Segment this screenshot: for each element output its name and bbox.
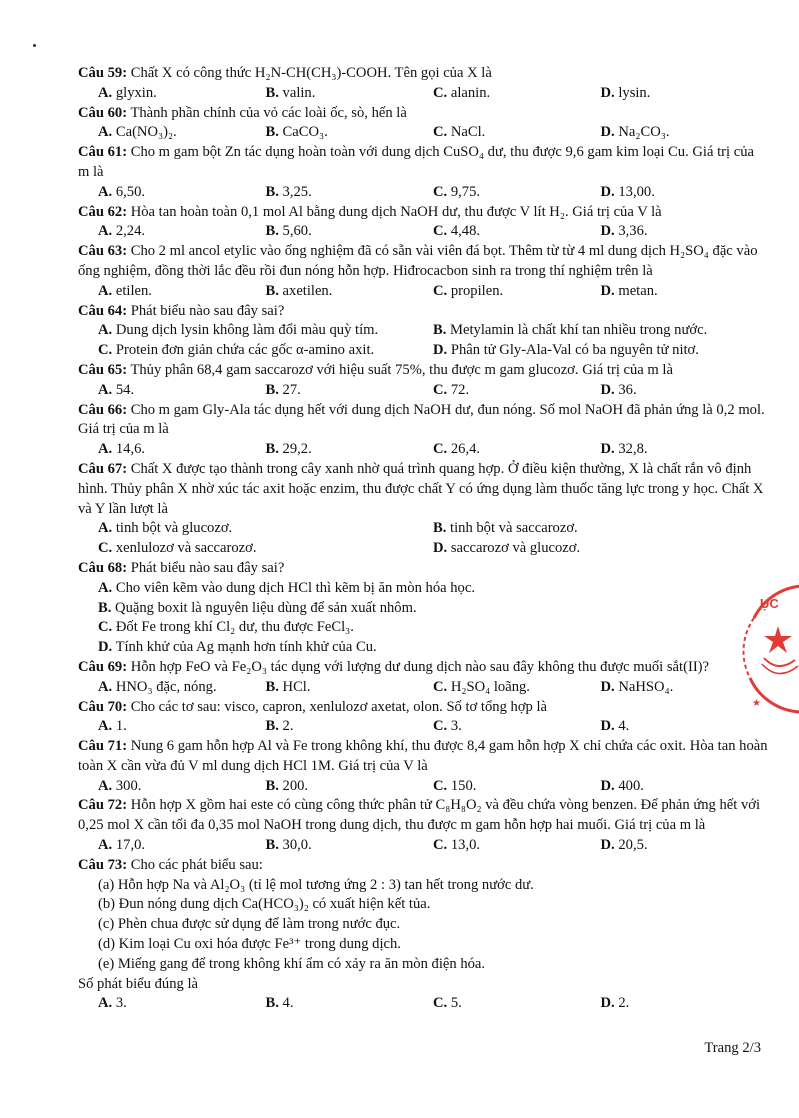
- answer-option: [266, 994, 434, 1014]
- option-letter: A.: [98, 837, 113, 854]
- answer-option: [98, 123, 266, 143]
- option-text: 1.: [112, 718, 127, 735]
- question-stem: [78, 856, 768, 876]
- answer-option: [601, 717, 769, 737]
- answer-option: [98, 222, 266, 242]
- option-text: tinh bột và glucozơ.: [112, 520, 233, 537]
- answer-option: [601, 123, 769, 143]
- question-text: Hòa tan hoàn toàn 0,1 mol Al bằng dung dịch NaOH dư, thu được V lít H₂. Giá trị của V là: [127, 203, 662, 220]
- options-row: [78, 994, 768, 1014]
- question-stem: [78, 302, 768, 322]
- question-number: Câu 59:: [78, 65, 128, 81]
- statement-item: (b) Đun nóng dung dịch Ca(HCO₃)₂ có xuất hiện kết tủa.: [98, 896, 431, 913]
- answer-option: [601, 84, 769, 104]
- options-row: [78, 381, 768, 401]
- question-text: Cho các phát biểu sau:: [127, 856, 263, 873]
- option-letter: D.: [600, 777, 615, 794]
- option-text: 4.: [614, 718, 630, 735]
- option-text: 3,25.: [278, 183, 312, 200]
- option-letter: C.: [433, 995, 448, 1012]
- option-text: 36.: [614, 381, 637, 398]
- question-block: [78, 302, 768, 361]
- options-row: [78, 717, 768, 737]
- answer-option: [433, 282, 601, 302]
- question-number: Câu 71:: [78, 738, 128, 755]
- option-text: 300.: [112, 777, 142, 794]
- options-row: [78, 84, 768, 104]
- question-text: Chất X được tạo thành trong cây xanh nhờ quá trình quang hợp. Ở điều kiện thường, X là chất rắn vô định hình. Thủy phân X nhờ xúc tác axit hoặc enzim, thu được chất Y có ứng dụng làm thuốc tăng lực trong y học. Chất X và Y lần lượt là: [78, 460, 764, 517]
- options-row: [78, 222, 768, 242]
- option-letter: B.: [265, 718, 279, 735]
- question-text: Cho m gam Gly-Ala tác dụng hết với dung dịch NaOH dư, đun nóng. Số mol NaOH đã phản ứng là 0,2 mol. Giá trị của m là: [78, 401, 765, 438]
- question-text: Thủy phân 68,4 gam saccarozơ với hiệu suất 75%, thu được m gam glucozơ. Giá trị của m là: [127, 361, 673, 378]
- option-letter: C.: [433, 223, 448, 240]
- question-stem: [78, 401, 768, 441]
- question-block: [78, 737, 768, 796]
- option-text: NaHSO₄.: [614, 678, 674, 695]
- answer-option: [433, 519, 768, 539]
- question-block: [78, 64, 768, 104]
- option-letter: B.: [265, 223, 279, 240]
- options-row: [78, 440, 768, 460]
- question-text: Thành phần chính của vỏ các loài ốc, sò, hến là: [127, 104, 407, 121]
- option-letter: D.: [600, 995, 615, 1012]
- option-letter: C.: [98, 619, 113, 636]
- answer-option: [601, 183, 769, 203]
- option-letter: A.: [98, 223, 113, 240]
- question-list: [78, 64, 768, 1014]
- option-letter: B.: [265, 777, 279, 794]
- question-text: Hỗn hợp X gồm hai este có cùng công thức phân tử C₈H₈O₂ và đều chứa vòng benzen. Để phản ứng hết với 0,25 mol X cần tối đa 0,35 mol NaOH trong dung dịch, thu được m gam hỗn hợp hai muối. Giá trị của m là: [78, 797, 761, 834]
- statement-item: (d) Kim loại Cu oxi hóa được Fe³⁺ trong dung dịch.: [98, 936, 401, 953]
- page-number: Trang 2/3: [704, 1040, 761, 1056]
- option-letter: B.: [433, 322, 447, 339]
- option-text: 400.: [614, 777, 644, 794]
- option-text: Phân tử Gly-Ala-Val có ba nguyên tử nitơ.: [447, 342, 699, 359]
- option-text: lysin.: [614, 84, 651, 101]
- option-letter: A.: [98, 777, 113, 794]
- red-seal-stamp: [740, 578, 799, 718]
- option-letter: D.: [433, 540, 448, 557]
- question-closing: Số phát biểu đúng là: [78, 975, 198, 992]
- answer-option: [98, 618, 768, 638]
- option-text: 2,24.: [112, 223, 146, 240]
- option-text: 20,5.: [614, 837, 648, 854]
- question-block: [78, 242, 768, 301]
- option-letter: C.: [433, 84, 448, 101]
- answer-option: [266, 440, 434, 460]
- question-stem: [78, 361, 768, 381]
- options-row: [78, 183, 768, 203]
- option-text: Đốt Fe trong khí Cl₂ dư, thu được FeCl₃.: [112, 619, 354, 636]
- question-block: [78, 401, 768, 460]
- option-letter: D.: [600, 282, 615, 299]
- answer-option: [98, 836, 266, 856]
- option-text: HCl.: [278, 678, 311, 695]
- answer-option: [98, 84, 266, 104]
- option-text: Protein đơn giản chứa các gốc α-amino axit.: [112, 342, 375, 359]
- answer-option: [433, 994, 601, 1014]
- option-letter: A.: [98, 441, 113, 458]
- answer-option: [98, 282, 266, 302]
- question-text: Nung 6 gam hỗn hợp Al và Fe trong không khí, thu được 8,4 gam hỗn hợp X chỉ chứa các oxit. Hòa tan hoàn toàn X cần vừa đủ V ml dung dịch HCl 1M. Giá trị của V là: [78, 738, 768, 774]
- question-text: Chất X có công thức H₂N-CH(CH₃)-COOH. Tên gọi của X là: [127, 65, 492, 81]
- scan-speck: [33, 44, 36, 47]
- option-letter: C.: [433, 282, 448, 299]
- option-text: 29,2.: [278, 441, 312, 458]
- option-letter: A.: [98, 520, 113, 537]
- option-text: 2.: [278, 718, 294, 735]
- option-letter: A.: [98, 995, 113, 1012]
- answer-option: [266, 777, 434, 797]
- answer-option: [266, 183, 434, 203]
- option-letter: C.: [98, 342, 113, 359]
- option-text: 150.: [447, 777, 477, 794]
- options-row: [78, 678, 768, 698]
- option-text: H₂SO₄ loãng.: [447, 678, 530, 695]
- question-stem: [78, 104, 768, 124]
- option-letter: D.: [600, 678, 615, 695]
- options-row: [78, 579, 768, 599]
- option-text: etilen.: [112, 282, 152, 299]
- option-letter: A.: [98, 183, 113, 200]
- option-letter: B.: [265, 837, 279, 854]
- option-letter: C.: [433, 183, 448, 200]
- option-text: xenlulozơ và saccarozơ.: [112, 540, 257, 557]
- question-text: Phát biểu nào sau đây sai?: [127, 559, 285, 576]
- answer-option: [266, 381, 434, 401]
- option-text: 32,8.: [614, 441, 648, 458]
- option-letter: B.: [265, 124, 279, 141]
- question-block: [78, 361, 768, 401]
- option-letter: A.: [98, 84, 113, 101]
- question-number: Câu 64:: [78, 302, 128, 319]
- answer-option: [98, 381, 266, 401]
- answer-option: [433, 84, 601, 104]
- option-letter: C.: [98, 540, 113, 557]
- option-letter: B.: [265, 282, 279, 299]
- option-letter: B.: [265, 84, 279, 101]
- option-text: Dung dịch lysin không làm đổi màu quỳ tím.: [112, 322, 379, 339]
- answer-option: [98, 994, 266, 1014]
- option-text: 5.: [447, 995, 462, 1012]
- question-stem: [78, 737, 768, 777]
- question-number: Câu 60:: [78, 104, 128, 121]
- answer-option: [601, 836, 769, 856]
- answer-option: [601, 777, 769, 797]
- option-letter: D.: [600, 183, 615, 200]
- answer-option: [98, 579, 768, 599]
- option-letter: D.: [98, 639, 113, 656]
- question-number: Câu 69:: [78, 658, 128, 675]
- question-number: Câu 67:: [78, 460, 128, 477]
- question-stem: [78, 203, 768, 223]
- statement-item: (e) Miếng gang để trong không khí ẩm có xảy ra ăn mòn điện hóa.: [98, 955, 486, 972]
- options-row: [78, 282, 768, 302]
- question-stem: [78, 559, 768, 579]
- answer-option: [266, 717, 434, 737]
- option-text: 26,4.: [447, 441, 481, 458]
- option-text: 4.: [278, 995, 294, 1012]
- option-text: tinh bột và saccarozơ.: [446, 520, 578, 537]
- option-letter: C.: [433, 441, 448, 458]
- question-text: Hỗn hợp FeO và Fe₂O₃ tác dụng với lượng dư dung dịch nào sau đây không thu được muối sắt(II)?: [127, 658, 710, 675]
- question-stem: [78, 796, 768, 836]
- option-letter: D.: [600, 837, 615, 854]
- option-letter: A.: [98, 124, 113, 141]
- option-text: 3,36.: [614, 223, 648, 240]
- option-letter: B.: [265, 381, 279, 398]
- option-letter: A.: [98, 718, 113, 735]
- option-text: 6,50.: [112, 183, 146, 200]
- answer-option: [98, 183, 266, 203]
- question-stem: [78, 698, 768, 718]
- options-row: [78, 618, 768, 638]
- option-text: 54.: [112, 381, 135, 398]
- question-number: Câu 70:: [78, 698, 128, 715]
- option-letter: B.: [433, 520, 447, 537]
- question-stem: [78, 64, 768, 84]
- answer-option: [601, 440, 769, 460]
- answer-option: [98, 341, 433, 361]
- answer-option: [433, 777, 601, 797]
- answer-option: [98, 638, 768, 658]
- option-text: NaCl.: [447, 124, 486, 141]
- options-row: [78, 321, 768, 341]
- statement-item: (c) Phèn chua được sử dụng để làm trong nước đục.: [98, 916, 401, 933]
- option-letter: C.: [433, 777, 448, 794]
- option-text: Ca(NO₃)₂.: [112, 124, 177, 141]
- question-block: [78, 698, 768, 738]
- option-letter: A.: [98, 282, 113, 299]
- answer-option: [433, 321, 768, 341]
- option-text: 17,0.: [112, 837, 146, 854]
- answer-option: [601, 282, 769, 302]
- answer-option: [98, 599, 768, 619]
- question-number: Câu 73:: [78, 856, 128, 873]
- question-text: Cho các tơ sau: visco, capron, xenlulozơ axetat, olon. Số tơ tổng hợp là: [127, 698, 548, 715]
- answer-option: [98, 678, 266, 698]
- option-letter: D.: [600, 718, 615, 735]
- option-text: 200.: [278, 777, 309, 794]
- option-text: Metylamin là chất khí tan nhiều trong nước.: [446, 322, 708, 339]
- question-stem: [78, 143, 768, 183]
- answer-option: [98, 519, 433, 539]
- answer-option: [433, 123, 601, 143]
- option-text: 3.: [112, 995, 127, 1012]
- question-block: [78, 658, 768, 698]
- answer-option: [98, 321, 433, 341]
- options-row: [78, 341, 768, 361]
- option-letter: D.: [600, 223, 615, 240]
- question-stem: [78, 242, 768, 282]
- question-block: [78, 796, 768, 855]
- option-text: 27.: [278, 381, 301, 398]
- question-text: Cho m gam bột Zn tác dụng hoàn toàn với dung dịch CuSO₄ dư, thu được 9,6 gam kim loại Cu. Giá trị của m là: [78, 144, 754, 180]
- option-text: glyxin.: [112, 84, 157, 101]
- options-row: [78, 519, 768, 539]
- options-row: [78, 599, 768, 619]
- question-text: Cho 2 ml ancol etylic vào ống nghiệm đã có sẵn vài viên đá bọt. Thêm từ từ 4 ml dung dịch H₂SO₄ đặc vào ống nghiệm, đồng thời lắc đều rồi đun nóng hỗn hợp. Hiđrocacbon sinh ra trong thí nghiệm trên là: [78, 243, 758, 279]
- option-text: metan.: [614, 282, 658, 299]
- svg-text:ỤC: ỤC: [760, 596, 779, 611]
- answer-option: [433, 836, 601, 856]
- option-text: 9,75.: [447, 183, 481, 200]
- answer-option: [266, 836, 434, 856]
- options-row: [78, 777, 768, 797]
- answer-option: [266, 123, 434, 143]
- option-text: valin.: [278, 84, 316, 101]
- option-letter: B.: [265, 441, 279, 458]
- question-text: Phát biểu nào sau đây sai?: [127, 302, 285, 319]
- option-letter: C.: [433, 678, 448, 695]
- option-text: 5,60.: [278, 223, 312, 240]
- option-text: alanin.: [447, 84, 491, 101]
- option-letter: C.: [433, 837, 448, 854]
- question-number: Câu 68:: [78, 559, 128, 576]
- option-text: Na₂CO₃.: [614, 124, 670, 141]
- question-number: Câu 66:: [78, 401, 128, 418]
- option-letter: A.: [98, 381, 113, 398]
- answer-option: [433, 539, 768, 559]
- option-text: CaCO₃.: [278, 124, 328, 141]
- option-letter: D.: [600, 84, 615, 101]
- question-stem: [78, 460, 768, 519]
- answer-option: [433, 440, 601, 460]
- answer-option: [433, 183, 601, 203]
- question-number: Câu 72:: [78, 797, 128, 814]
- option-letter: D.: [600, 124, 615, 141]
- option-text: 14,6.: [112, 441, 146, 458]
- question-block: [78, 559, 768, 658]
- options-row: [78, 836, 768, 856]
- options-row: [78, 539, 768, 559]
- option-text: Cho viên kẽm vào dung dịch HCl thì kẽm bị ăn mòn hóa học.: [112, 579, 475, 596]
- statement-item: (a) Hỗn hợp Na và Al₂O₃ (tỉ lệ mol tương ứng 2 : 3) tan hết trong nước dư.: [98, 876, 534, 893]
- option-letter: A.: [98, 579, 113, 596]
- answer-option: [98, 777, 266, 797]
- answer-option: [266, 678, 434, 698]
- option-letter: D.: [433, 342, 448, 359]
- answer-option: [98, 440, 266, 460]
- question-number: Câu 65:: [78, 361, 128, 378]
- answer-option: [433, 341, 768, 361]
- answer-option: [433, 381, 601, 401]
- answer-option: [98, 717, 266, 737]
- answer-option: [98, 539, 433, 559]
- option-text: saccarozơ và glucozơ.: [447, 540, 581, 557]
- option-letter: A.: [98, 322, 113, 339]
- option-letter: B.: [98, 599, 112, 616]
- svg-text:★: ★: [752, 698, 761, 709]
- answer-option: [266, 84, 434, 104]
- option-letter: A.: [98, 678, 113, 695]
- option-letter: D.: [600, 441, 615, 458]
- question-block: [78, 104, 768, 144]
- answer-option: [266, 282, 434, 302]
- answer-option: [266, 222, 434, 242]
- option-text: axetilen.: [278, 282, 333, 299]
- answer-option: [601, 222, 769, 242]
- options-row: [78, 638, 768, 658]
- option-letter: D.: [600, 381, 615, 398]
- option-text: 13,00.: [614, 183, 655, 200]
- question-block: [78, 856, 768, 1014]
- option-text: 3.: [447, 718, 462, 735]
- option-letter: C.: [433, 124, 448, 141]
- question-block: [78, 460, 768, 559]
- question-block: [78, 143, 768, 202]
- option-letter: C.: [433, 718, 448, 735]
- option-letter: B.: [265, 995, 279, 1012]
- answer-option: [433, 222, 601, 242]
- answer-option: [433, 717, 601, 737]
- option-text: 4,48.: [447, 223, 481, 240]
- option-text: HNO₃ đặc, nóng.: [112, 678, 217, 695]
- question-stem: [78, 658, 768, 678]
- option-letter: B.: [265, 183, 279, 200]
- options-row: [78, 123, 768, 143]
- option-text: 30,0.: [278, 837, 312, 854]
- question-number: Câu 62:: [78, 203, 128, 220]
- option-text: 2.: [614, 995, 630, 1012]
- option-letter: C.: [433, 381, 448, 398]
- question-number: Câu 63:: [78, 243, 128, 260]
- option-text: propilen.: [447, 282, 504, 299]
- option-text: 72.: [447, 381, 470, 398]
- answer-option: [433, 678, 601, 698]
- option-letter: B.: [265, 678, 279, 695]
- option-text: Quặng boxit là nguyên liệu dùng để sản xuất nhôm.: [111, 599, 417, 616]
- option-text: 13,0.: [447, 837, 481, 854]
- option-text: Tính khử của Ag mạnh hơn tính khử của Cu.: [112, 639, 377, 656]
- question-block: [78, 203, 768, 243]
- question-number: Câu 61:: [78, 144, 128, 161]
- answer-option: [601, 994, 769, 1014]
- answer-option: [601, 381, 769, 401]
